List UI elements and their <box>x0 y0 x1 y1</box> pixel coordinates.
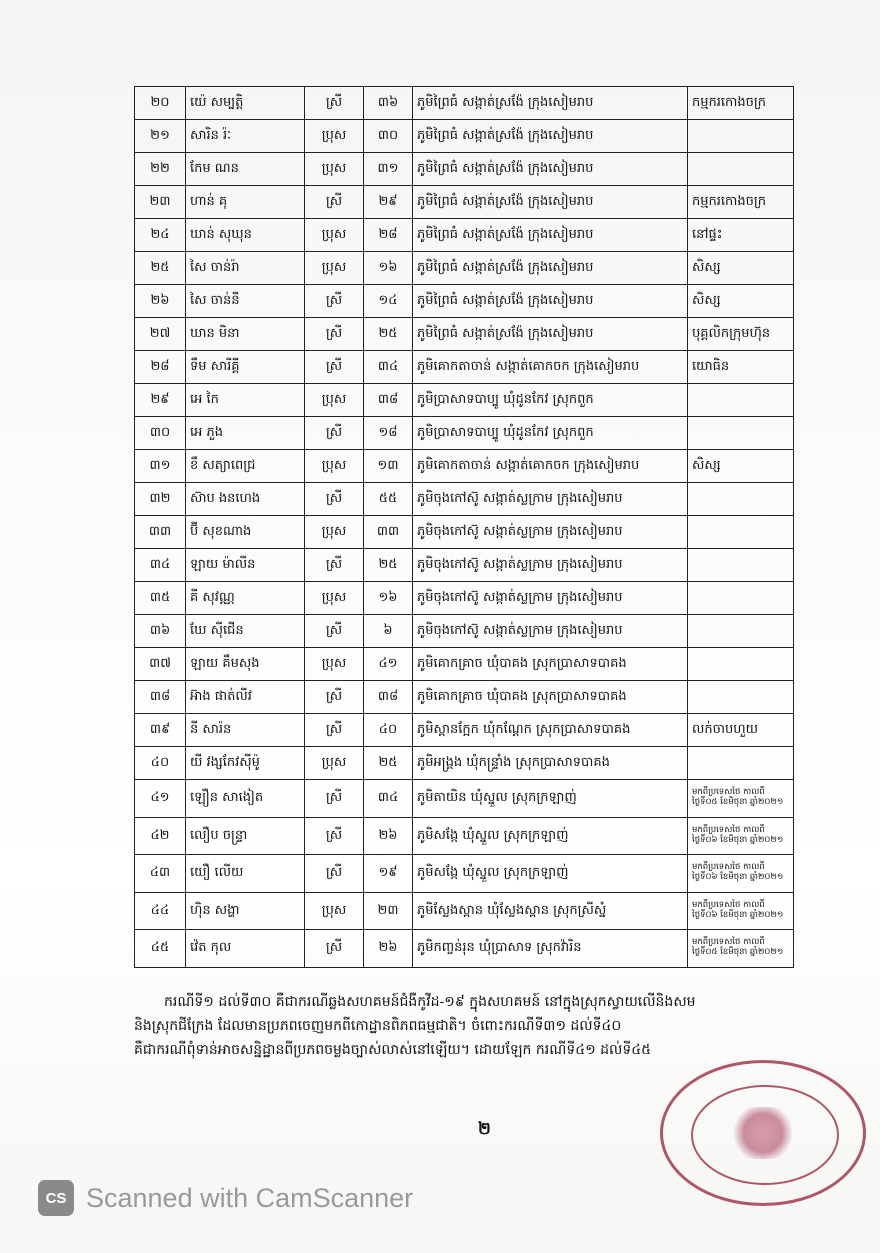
patient-name: អេ ភួង <box>186 417 305 450</box>
patient-note: មកពីប្រទេសថៃ កាលពីថ្ងៃទី០៦ ខែមិថុនា ឆ្នាំ២០២១ <box>688 892 794 930</box>
patient-sex: ស្រី <box>305 285 364 318</box>
case-number: ៤៣ <box>135 855 186 893</box>
case-number: ៣៤ <box>135 549 186 582</box>
case-number: ២៤ <box>135 219 186 252</box>
patient-name: ហាន់ គុ <box>186 186 305 219</box>
patient-sex: ប្រុស <box>305 747 364 780</box>
table-row <box>135 615 794 648</box>
patient-age: ២៥ <box>364 318 413 351</box>
camscanner-watermark <box>38 1178 413 1218</box>
table-row <box>135 855 794 893</box>
table-row <box>135 252 794 285</box>
patient-sex: ស្រី <box>305 318 364 351</box>
patient-address: ភូមិចុងកៅស៊ូ សង្កាត់ស្លក្រាម ក្រុងសៀមរាប <box>413 615 688 648</box>
patient-address: ភូមិព្រៃធំ សង្កាត់ស្រង៉ែ ក្រុងសៀមរាប <box>413 285 688 318</box>
patient-sex: ប្រុស <box>305 892 364 930</box>
case-number: ៣៣ <box>135 516 186 549</box>
case-number: ៣៧ <box>135 648 186 681</box>
patient-age: ៦ <box>364 615 413 648</box>
patient-sex: ប្រុស <box>305 252 364 285</box>
patient-address: ភូមិប្រាសាទបាប្បូ ឃុំដូនកែវ ស្រុកពួក <box>413 417 688 450</box>
patient-note: មកពីប្រទេសថៃ កាលពីថ្ងៃទី០៦ ខែមិថុនា ឆ្នាំ២០២១ <box>688 855 794 893</box>
table-row <box>135 219 794 252</box>
patient-age: ១៦ <box>364 252 413 285</box>
table-row <box>135 318 794 351</box>
patient-note <box>688 153 794 186</box>
patient-address: ភូមិគោកតាចាន់ សង្កាត់គោកចក ក្រុងសៀមរាប <box>413 351 688 384</box>
case-number: ២២ <box>135 153 186 186</box>
table-row <box>135 384 794 417</box>
table-row <box>135 714 794 747</box>
case-number: ២៧ <box>135 318 186 351</box>
patient-note <box>688 120 794 153</box>
patient-sex: ស្រី <box>305 549 364 582</box>
patient-address: ភូមិព្រៃធំ សង្កាត់ស្រង៉ែ ក្រុងសៀមរាប <box>413 186 688 219</box>
patient-note <box>688 549 794 582</box>
patient-name: សារិន រ៉ៈ <box>186 120 305 153</box>
patient-note <box>688 384 794 417</box>
patient-note <box>688 417 794 450</box>
patient-sex: ស្រី <box>305 483 364 516</box>
patient-note <box>688 582 794 615</box>
camscanner-text: Scanned with CamScanner <box>86 1182 414 1213</box>
patient-sex: ស្រី <box>305 817 364 855</box>
patient-note <box>688 648 794 681</box>
table-row <box>135 483 794 516</box>
patient-age: ២៣ <box>364 892 413 930</box>
case-number: ២១ <box>135 120 186 153</box>
table-row <box>135 747 794 780</box>
patient-sex: ប្រុស <box>305 648 364 681</box>
case-number: ៤១ <box>135 780 186 818</box>
case-number: ៤២ <box>135 817 186 855</box>
patient-sex: ស្រី <box>305 87 364 120</box>
case-table <box>134 86 794 968</box>
patient-name: វ៉េត កុល <box>186 930 305 968</box>
patient-age: ៤០ <box>364 714 413 747</box>
patient-name: កែម ណន <box>186 153 305 186</box>
patient-note: មកពីប្រទេសថៃ កាលពីថ្ងៃទី០៥ ខែមិថុនា ឆ្នាំ២០២១ <box>688 930 794 968</box>
patient-note: យោធិន <box>688 351 794 384</box>
patient-note: សិស្ស <box>688 252 794 285</box>
table-row <box>135 930 794 968</box>
patient-sex: ប្រុស <box>305 120 364 153</box>
summary-line-3: គឺជាករណីពុំទាន់អាចសន្និដ្ឋានពីប្រភពចម្លងច្បាស់លាស់នៅឡើយ។ ដោយឡែក ករណីទី៤១ ដល់ទី៤៥ <box>134 1042 652 1058</box>
patient-name: ឡាយ គឹមសុង <box>186 648 305 681</box>
patient-note: សិស្ស <box>688 450 794 483</box>
patient-age: ៣៨ <box>364 384 413 417</box>
patient-sex: ស្រី <box>305 417 364 450</box>
patient-note: សិស្ស <box>688 285 794 318</box>
patient-note <box>688 681 794 714</box>
case-number: ៤៥ <box>135 930 186 968</box>
summary-line-2: និងស្រុកជីក្រែង ដែលមានប្រភពចេញមកពីកោដ្ឋានពិភពធម្មជាតិ។ ចំពោះករណីទី៣១ ដល់ទី៤០ <box>134 1018 622 1034</box>
patient-age: ២៦ <box>364 817 413 855</box>
patient-sex: ស្រី <box>305 714 364 747</box>
patient-name: លឿប ចន្ទ្រា <box>186 817 305 855</box>
patient-sex: ស្រី <box>305 351 364 384</box>
patient-age: ៣៦ <box>364 87 413 120</box>
patient-address: ភូមិស្ពានក្អែក ឃុំកណ្តែក ស្រុកប្រាសាទបាគង <box>413 714 688 747</box>
patient-name: ស៊ាប ងនហេង <box>186 483 305 516</box>
patient-note: កម្មករកោងចក្រ <box>688 186 794 219</box>
table-row <box>135 582 794 615</box>
table-row <box>135 450 794 483</box>
patient-address: ភូមិគោកគ្រាច ឃុំបាគង ស្រុកប្រាសាទបាគង <box>413 648 688 681</box>
patient-sex: ស្រី <box>305 780 364 818</box>
patient-address: ភូមិប្រាសាទបាប្បូ ឃុំដូនកែវ ស្រុកពួក <box>413 384 688 417</box>
case-number: ២៣ <box>135 186 186 219</box>
patient-age: ២៩ <box>364 186 413 219</box>
patient-address: ភូមិចុងកៅស៊ូ សង្កាត់ស្លក្រាម ក្រុងសៀមរាប <box>413 549 688 582</box>
patient-age: ២៨ <box>364 219 413 252</box>
patient-name: សៃ ចាន់រ៉ា <box>186 252 305 285</box>
patient-sex: ស្រី <box>305 615 364 648</box>
patient-name: ប៊ី សុខណាង <box>186 516 305 549</box>
patient-name: យឿ លើយ <box>186 855 305 893</box>
patient-note: លក់ចាបហួយ <box>688 714 794 747</box>
patient-sex: ប្រុស <box>305 384 364 417</box>
patient-note: កម្មករកោងចក្រ <box>688 87 794 120</box>
patient-address: ភូមិព្រៃធំ សង្កាត់ស្រង៉ែ ក្រុងសៀមរាប <box>413 120 688 153</box>
patient-address: ភូមិចុងកៅស៊ូ សង្កាត់ស្លក្រាម ក្រុងសៀមរាប <box>413 582 688 615</box>
patient-note: មកពីប្រទេសថៃ កាលពីថ្ងៃទី០៦ ខែមិថុនា ឆ្នាំ២០២១ <box>688 817 794 855</box>
case-number: ៣២ <box>135 483 186 516</box>
camscanner-logo-icon: CS <box>38 1180 74 1216</box>
table-row <box>135 817 794 855</box>
patient-name: សៃ ចាន់នី <box>186 285 305 318</box>
patient-age: ៣៤ <box>364 351 413 384</box>
patient-address: ភូមិតាយិន ឃុំស្នួល ស្រុកក្រឡាញ់ <box>413 780 688 818</box>
patient-name: អ៊ាង ផាត់លីវ <box>186 681 305 714</box>
patient-sex: ស្រី <box>305 930 364 968</box>
patient-name: ហ៊ិន សង្ហា <box>186 892 305 930</box>
patient-note <box>688 483 794 516</box>
table-row <box>135 87 794 120</box>
patient-age: ៣១ <box>364 153 413 186</box>
page-number: ២ <box>478 1119 491 1139</box>
case-table-body <box>135 87 794 968</box>
patient-note <box>688 615 794 648</box>
patient-sex: ប្រុស <box>305 450 364 483</box>
case-number: ២៦ <box>135 285 186 318</box>
patient-age: ៣៤ <box>364 780 413 818</box>
patient-address: ភូមិគោកគ្រាច ឃុំបាគង ស្រុកប្រាសាទបាគង <box>413 681 688 714</box>
table-row <box>135 285 794 318</box>
case-number: ៣៩ <box>135 714 186 747</box>
patient-age: ១៦ <box>364 582 413 615</box>
patient-age: ៣៨ <box>364 681 413 714</box>
patient-name: យី វង្សកែវស៊ីម៉ូ <box>186 747 305 780</box>
patient-address: ភូមិសង្កែ ឃុំស្នួល ស្រុកក្រឡាញ់ <box>413 855 688 893</box>
table-row <box>135 648 794 681</box>
patient-age: ២៥ <box>364 549 413 582</box>
patient-name: ឡឿន សាងៀត <box>186 780 305 818</box>
table-row <box>135 681 794 714</box>
patient-address: ភូមិគោកតាចាន់ សង្កាត់គោកចក ក្រុងសៀមរាប <box>413 450 688 483</box>
case-number: ៣១ <box>135 450 186 483</box>
patient-address: ភូមិស្លែងស្ពាន ឃុំស្លែងស្ពាន ស្រុកស្រីស្នំ <box>413 892 688 930</box>
patient-address: ភូមិអង្រ្គង ឃុំកន្ទ្រាំង ស្រុកប្រាសាទបាគង <box>413 747 688 780</box>
case-number: ២៨ <box>135 351 186 384</box>
table-row <box>135 186 794 219</box>
case-number: ៣៦ <box>135 615 186 648</box>
seal-emblem-icon <box>729 1107 797 1159</box>
patient-age: ១៩ <box>364 855 413 893</box>
official-stamp <box>660 1060 866 1206</box>
patient-note: មកពីប្រទេសថៃ កាលពីថ្ងៃទី០៥ ខែមិថុនា ឆ្នាំ២០២១ <box>688 780 794 818</box>
patient-age: ២៥ <box>364 747 413 780</box>
patient-address: ភូមិព្រៃធំ សង្កាត់ស្រង៉ែ ក្រុងសៀមរាប <box>413 318 688 351</box>
patient-note: នៅផ្ទះ <box>688 219 794 252</box>
patient-address: ភូមិកញ្ចន់រុន ឃុំប្រាសាទ ស្រុកវ៉ារិន <box>413 930 688 968</box>
table-row <box>135 780 794 818</box>
summary-paragraph <box>134 990 794 1062</box>
case-number: ៤០ <box>135 747 186 780</box>
patient-name: ឃាន់ សុឃុន <box>186 219 305 252</box>
table-row <box>135 120 794 153</box>
patient-note <box>688 747 794 780</box>
patient-name: យ៉េ សម្បត្តិ <box>186 87 305 120</box>
patient-age: ២៦ <box>364 930 413 968</box>
case-number: ៣៥ <box>135 582 186 615</box>
patient-name: អេ កៃ <box>186 384 305 417</box>
patient-sex: ប្រុស <box>305 582 364 615</box>
patient-address: ភូមិចុងកៅស៊ូ សង្កាត់ស្លក្រាម ក្រុងសៀមរាប <box>413 516 688 549</box>
patient-sex: ស្រី <box>305 855 364 893</box>
patient-address: ភូមិព្រៃធំ សង្កាត់ស្រង៉ែ ក្រុងសៀមរាប <box>413 153 688 186</box>
patient-age: ៣៣ <box>364 516 413 549</box>
patient-address: ភូមិព្រៃធំ សង្កាត់ស្រង៉ែ ក្រុងសៀមរាប <box>413 219 688 252</box>
patient-name: ឃាន មិនា <box>186 318 305 351</box>
table-row <box>135 516 794 549</box>
patient-age: ៣០ <box>364 120 413 153</box>
summary-line-1: ករណីទី១ ដល់ទី៣០ គឺជាករណីឆ្លងសហគមន៍ជំងឺកូវីដ-១៩ ក្នុងសហគមន៍ នៅក្នុងស្រុកស្វាយលើនិងសម <box>164 994 696 1010</box>
patient-address: ភូមិព្រៃធំ សង្កាត់ស្រង៉ែ ក្រុងសៀមរាប <box>413 87 688 120</box>
patient-age: ៤១ <box>364 648 413 681</box>
table-row <box>135 351 794 384</box>
patient-note <box>688 516 794 549</box>
case-number: ៣០ <box>135 417 186 450</box>
case-number: ២៩ <box>135 384 186 417</box>
table-row <box>135 549 794 582</box>
patient-name: គី សុវណ្ណ <box>186 582 305 615</box>
patient-name: នី សារ៉ន <box>186 714 305 747</box>
patient-sex: ប្រុស <box>305 153 364 186</box>
patient-name: ឃែ ស៊ីជើន <box>186 615 305 648</box>
table-row <box>135 417 794 450</box>
patient-sex: ស្រី <box>305 186 364 219</box>
table-row <box>135 153 794 186</box>
patient-sex: ប្រុស <box>305 219 364 252</box>
case-number: ២០ <box>135 87 186 120</box>
case-number: ៣៨ <box>135 681 186 714</box>
case-number: ៤៤ <box>135 892 186 930</box>
patient-address: ភូមិសង្កែ ឃុំស្នួល ស្រុកក្រឡាញ់ <box>413 817 688 855</box>
patient-name: ទឹម សារីគ្គី <box>186 351 305 384</box>
patient-age: ១៣ <box>364 450 413 483</box>
patient-note: បុគ្គលិកក្រុមហ៊ុន <box>688 318 794 351</box>
patient-age: ៥៥ <box>364 483 413 516</box>
patient-name: ខឹ សត្យាពេជ្រ <box>186 450 305 483</box>
table-row <box>135 892 794 930</box>
patient-name: ឡាយ ម៉ាលីន <box>186 549 305 582</box>
patient-sex: ប្រុស <box>305 516 364 549</box>
patient-age: ១៨ <box>364 417 413 450</box>
patient-address: ភូមិព្រៃធំ សង្កាត់ស្រង៉ែ ក្រុងសៀមរាប <box>413 252 688 285</box>
patient-sex: ស្រី <box>305 681 364 714</box>
patient-address: ភូមិចុងកៅស៊ូ សង្កាត់ស្លក្រាម ក្រុងសៀមរាប <box>413 483 688 516</box>
patient-age: ១៤ <box>364 285 413 318</box>
case-number: ២៥ <box>135 252 186 285</box>
